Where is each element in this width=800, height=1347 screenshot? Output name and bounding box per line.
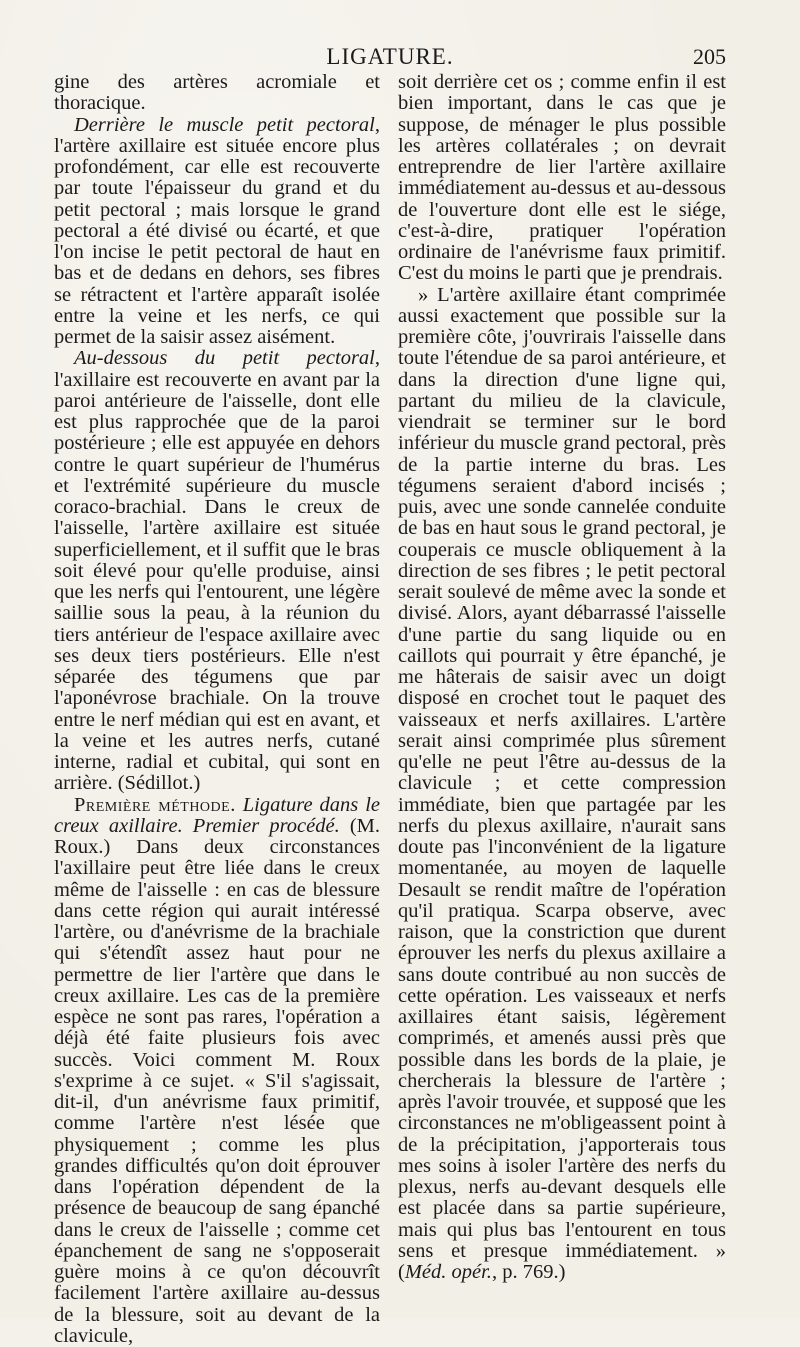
citation-close: , p. 769.) bbox=[492, 1261, 565, 1283]
page-number: 205 bbox=[693, 42, 726, 72]
paragraph-continuation bbox=[54, 72, 380, 115]
paragraph-procedure-quote bbox=[398, 285, 726, 1284]
paragraph-text: (M. Roux.) Dans deux circonstances l'axillaire peut être liée dans le creux même de l'aisselle : en cas de blessure dans cette région qui aurait intéressé l'artère, ou d'anévrisme de la brachiale qui s'étendît assez haut pour ne permettre de lier l'artère que dans le creux axillaire. Les cas de la première espèce ne sont pas rares, l'opération a déjà été faite plusieurs fois avec succès. Voici comment M. Roux s'exprime à ce sujet. « S'il s'agissait, dit-il, d'un anévrisme faux primitif, comme l'artère n'est lésée que physiquement ; comme les plus grandes difficultés qu'on doit éprouver dans l'opération dépendent de la présence de beaucoup de sang épanché dans le creux de l'aisselle ; comme cet épanchement de sang ne s'opposerait guère moins à ce qu'on découvrît facilement l'artère axillaire au-dessus de la blessure, soit au devant de la clavicule, bbox=[54, 815, 380, 1347]
right-column bbox=[398, 72, 726, 1283]
paragraph-premiere-methode bbox=[54, 795, 380, 1347]
citation-source: Méd. opér. bbox=[405, 1261, 492, 1283]
paragraph-below-petit-pectoral bbox=[54, 348, 380, 794]
paragraph-continuation bbox=[398, 72, 726, 285]
paragraph-text: soit derrière cet os ; comme enfin il est bien important, dans le cas que je suppose, de ménager le plus possible les artères collatérales ; on devrait entreprendre de lier l'artère axillaire immédiatement au-dessus et au-dessous de l'ouverture dont elle est le siége, c'est-à-dire, pratiquer l'opération ordinaire de l'anévrisme faux primitif. C'est du moins le parti que je prendrais. bbox=[398, 71, 726, 284]
page-header bbox=[54, 42, 726, 72]
paragraph-heading-italic: Au-dessous du petit pectoral bbox=[74, 347, 375, 369]
paragraph-text: gine des artères acromiale et thoracique. bbox=[54, 71, 380, 114]
citation-open: ( bbox=[398, 1261, 405, 1283]
left-column bbox=[54, 72, 380, 1347]
paragraph-heading-italic: Derrière le muscle petit pectoral bbox=[74, 114, 375, 136]
paragraph-text: » L'artère axillaire étant comprimée aussi exactement que possible sur la première côte, j'ouvrirais l'aisselle dans toute l'étendue de sa paroi antérieure, et dans la direction d'une ligne qui, partant du milieu de la clavicule, viendrait se terminer sur le bord inférieur du muscle grand pectoral, près de la partie interne du bras. Les tégumens seraient d'abord incisés ; puis, avec une sonde cannelée conduite de bas en haut sous le grand pectoral, je couperais ce muscle obliquement à la direction de ses fibres ; le petit pectoral serait soulevé de même avec la sonde et divisé. Alors, ayant débarrassé l'aisselle d'une partie du sang liquide ou en caillots qui pourrait y être épanché, je me hâterais de saisir avec un doigt disposé en crochet tout le paquet des vaisseaux et nerfs axillaires. L'artère serait ainsi comprimée plus sûrement qu'elle ne peut l'être au-dessus de la clavicule ; et cette compression immédiate, bien que partagée par les nerfs du plexus axillaire, n'aurait sans doute pas l'inconvénient de la ligature momentanée, au moyen de laquelle Desault se rendit maître de l'opération qu'il pratiqua. Scarpa observe, avec raison, que la constriction que durent éprouver les nerfs du plexus axillaire a sans doute contribué au non succès de cette opération. Les vaisseaux et nerfs axillaires étant saisis, légèrement comprimés, et amenés aussi près que possible dans les bords de la plaie, je chercherais la blessure de l'artère ; après l'avoir trouvée, et supposé que les circonstances ne m'obligeassent point à de la précipitation, j'apporterais tous mes soins à isoler l'artère des nerfs du plexus, nerfs au-devant desquels elle est placée dans sa partie supérieure, mais qui plus bas l'entourent en tous sens et presque immédiatement. » bbox=[398, 284, 726, 1262]
running-title: LIGATURE. bbox=[54, 42, 726, 72]
paragraph-text: , l'axillaire est recouverte en avant par la paroi antérieure de l'aisselle, dont elle est plus rapprochée que de la paroi postérieure ; elle est appuyée en dehors contre le quart supérieur de l'humérus et l'extrémité supérieure du muscle coraco-brachial. Dans le creux de l'aisselle, l'artère axillaire est située superficiellement, et il suffit que le bras soit élevé pour qu'elle produise, ainsi que les nerfs qui l'entourent, une légère saillie sous la peau, à la réunion du tiers antérieur de l'espace axillaire avec ses deux tiers postérieurs. Elle n'est séparée des tégumens que par l'aponévrose brachiale. On la trouve entre le nerf médian qui est en avant, et la veine et les autres nerfs, cutané interne, radial et cubital, qui sont en arrière. (Sédillot.) bbox=[54, 347, 380, 794]
section-subtitle: Ligature dans le creux axillaire. Premier procédé. bbox=[54, 794, 380, 837]
paragraph-behind-petit-pectoral bbox=[54, 115, 380, 349]
paragraph-text: , l'artère axillaire est située encore plus profondément, car elle est recouverte par toute l'épaisseur du grand et du petit pectoral ; mais lorsque le grand pectoral a été divisé ou écarté, et que l'on incise le petit pectoral de haut en bas et de dedans en dehors, ses fibres se rétractent et l'artère apparaît isolée entre la veine et les nerfs, ce qui permet de la saisir assez aisément. bbox=[54, 114, 380, 349]
section-label: Première méthode. bbox=[74, 794, 236, 816]
